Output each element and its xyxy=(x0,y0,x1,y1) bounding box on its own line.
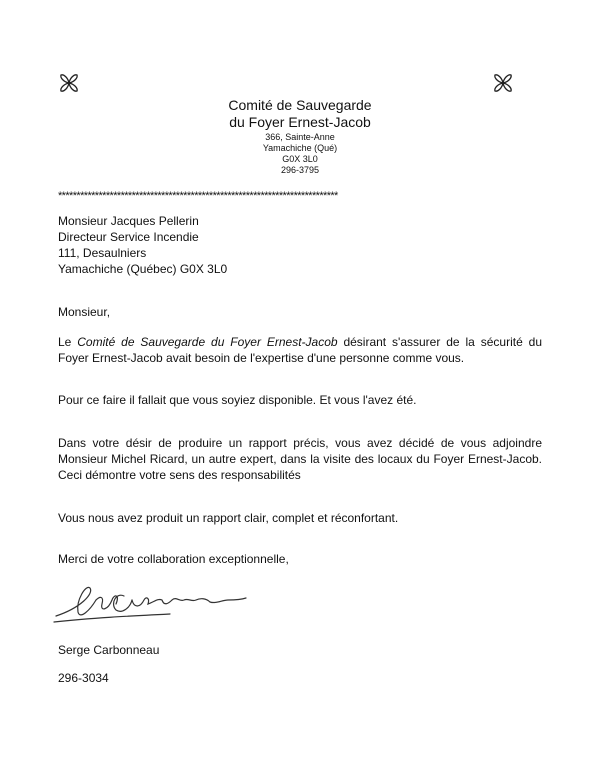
committee-name-italic: Comité de Sauvegarde du Foyer Ernest-Jacob xyxy=(77,335,338,349)
org-phone: 296-3795 xyxy=(280,165,320,175)
recipient-city-postal: Yamachiche (Québec) G0X 3L0 xyxy=(58,262,228,276)
org-postal-code: G0X 3L0 xyxy=(282,154,318,164)
handwritten-signature xyxy=(50,570,260,630)
org-address: 366, Sainte-Anne xyxy=(265,132,335,142)
paragraph-3: Dans votre désir de produire un rapport précis, vous avez décidé de vous adjoindre Monsieur Michel Ricard, un autre expert, dans la visite des locaux du Foyer Ernest-Jacob. Ceci démontre votre sens des responsabilités xyxy=(58,436,542,482)
recipient-name: Monsieur Jacques Pellerin xyxy=(58,214,199,228)
org-name-line2: du Foyer Ernest-Jacob xyxy=(229,114,371,130)
salutation: Monsieur, xyxy=(58,305,111,319)
org-city: Yamachiche (Qué) xyxy=(262,143,338,153)
quatrefoil-ornament-icon xyxy=(58,72,80,94)
signer-name: Serge Carbonneau xyxy=(58,643,160,657)
star-separator: **************************************************************************** xyxy=(58,190,338,202)
closing-line: Merci de votre collaboration exceptionnelle, xyxy=(58,552,289,566)
recipient-street: 111, Desaulniers xyxy=(58,246,147,260)
quatrefoil-ornament-icon xyxy=(492,72,514,94)
signer-phone: 296-3034 xyxy=(58,671,109,685)
recipient-title: Directeur Service Incendie xyxy=(58,230,199,244)
paragraph-4: Vous nous avez produit un rapport clair, complet et réconfortant. xyxy=(58,511,399,525)
paragraph-1: Le Comité de Sauvegarde du Foyer Ernest-Jacob désirant s'assurer de la sécurité du Foyer Ernest-Jacob avait besoin de l'expertise d'une personne comme vous. xyxy=(58,335,542,365)
org-name-line1: Comité de Sauvegarde xyxy=(228,97,372,113)
paragraph-2: Pour ce faire il fallait que vous soyiez disponible. Et vous l'avez été. xyxy=(58,393,417,407)
